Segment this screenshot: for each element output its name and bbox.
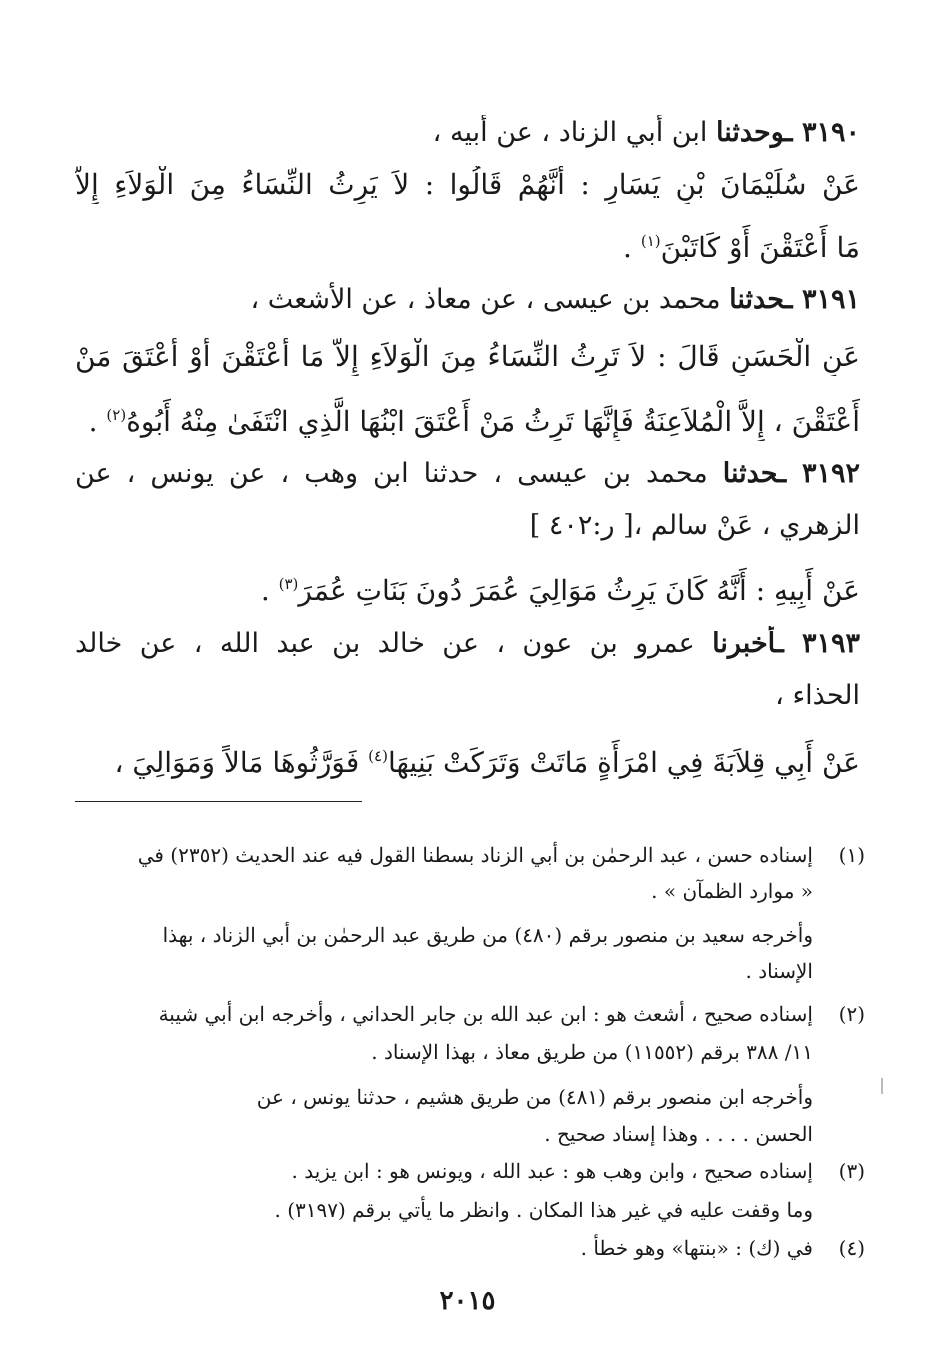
footnote-marker: (٣) [838,1159,865,1183]
hadith-isnad-3192 [75,456,860,492]
narration-keyword: أخبرنا [712,628,776,659]
matn-line [75,222,860,267]
footnote-line: وأخرجه سعيد بن منصور برقم (٤٨٠) من طريق عبد الرحمٰن بن أبي الزناد ، بهذا [162,923,813,947]
matn-text: فَوَرَّثُوهَا مَالاً وَمَوَالِيَ ، [114,746,369,779]
footnote-ref: (٢) [106,406,127,424]
footnote-line: في (ك) : «بنتها» وهو خطأ . [580,1236,813,1260]
matn-line [75,396,860,441]
matn-line [75,565,860,610]
footnote-line: إسناده صحيح ، وابن وهب هو : عبد الله ، ويونس هو : ابن يزيد . [291,1159,813,1183]
footnote-ref: (١) [640,232,661,250]
matn-text: أَعْتَقْنَ ، إِلاَّ الْمُلاَعِنَةُ فَإِنَّهَا تَرِثُ مَنْ أَعْتَقَ ابْنُهَا الَّذِي انْتَفَىٰ مِنْهُ أَبُوهُ [126,405,860,438]
footnote-line: « موارد الظمآن » . [651,879,813,903]
footnote-line: الحسن . . . . وهذا إسناد صحيح . [544,1122,813,1146]
isnad-line: الزهري ، عَنْ سالم ،[ ر:٤٠٢ ] [529,510,860,541]
matn-line: عَنْ سُلَيْمَانَ بْنِ يَسَارٍ : أَنَّهُمْ قَالُوا : لاَ يَرِثُ النِّسَاءُ مِنَ الْوَلاَءِ إِلاَّ [75,168,860,201]
footnote-ref: (٤) [368,747,388,765]
footnote-line: إسناده حسن ، عبد الرحمٰن بن أبي الزناد بسطنا القول فيه عند الحديث (٢٣٥٢) في [137,843,813,867]
narration-keyword: حدثنا [722,458,779,489]
isnad-text: محمد بن عيسى ، عن معاذ ، عن الأشعث ، [250,284,730,315]
footnote-marker: (١) [838,843,865,867]
page-number: ٢٠١٥ [439,1286,496,1316]
hadith-number: ٣١٩٢ ـ [778,458,860,489]
hadith-number: ٣١٩٠ ـ [784,117,860,148]
margin-mark [881,1078,883,1094]
footnote-line: وأخرجه ابن منصور برقم (٤٨١) من طريق هشيم ، حدثنا يونس ، عن [256,1085,813,1109]
isnad-text: ابن أبي الزناد ، عن أبيه ، [432,117,716,148]
isnad-text: عمرو بن عون ، عن خالد بن عبد الله ، عن خالد [75,628,713,659]
footnote-line: وما وقفت عليه في غير هذا المكان . وانظر ما يأتي برقم (٣١٩٧) . [274,1198,813,1222]
matn-text: . [623,231,641,264]
footnote-line: ١١/ ٣٨٨ برقم (١١٥٥٢) من طريق معاذ ، بهذا الإسناد . [371,1040,813,1064]
hadith-isnad-3191 [75,282,860,318]
matn-line [75,737,860,782]
footnote-marker: (٢) [838,1002,865,1026]
footnote-separator [75,801,362,802]
matn-text: عَنْ أَبِيهِ : أَنَّهُ كَانَ يَرِثُ مَوَالِيَ عُمَرَ دُونَ بَنَاتِ عُمَرَ [298,574,860,607]
narration-keyword: حدثنا [729,284,785,315]
matn-text: مَا أَعْتَقْنَ أَوْ كَاتَبْنَ [660,231,860,264]
footnote-line: إسناده صحيح ، أشعث هو : ابن عبد الله بن جابر الحداني ، وأخرجه ابن أبي شيبة [158,1002,813,1026]
isnad-text: محمد بن عيسى ، حدثنا ابن وهب ، عن يونس ، عن [75,458,723,489]
isnad-line: الحذاء ، [775,680,860,711]
matn-text: . [88,405,107,438]
footnote-ref: (٣) [278,575,299,593]
hadith-isnad-3190 [75,115,860,151]
matn-text: . [260,574,279,607]
matn-line: عَنِ الْحَسَنِ قَالَ : لاَ تَرِثُ النِّسَاءُ مِنَ الْوَلاَءِ إِلاَّ مَا أَعْتَقْنَ أَوْ أَعْتَقَ مَنْ [75,340,860,373]
hadith-number: ٣١٩٣ ـ [775,628,860,659]
matn-text: عَنْ أَبِي قِلاَبَةَ فِي امْرَأَةٍ مَاتَتْ وَتَرَكَتْ بَنِيهَا [387,746,860,779]
footnote-line: الإسناد . [745,959,813,983]
hadith-isnad-3193 [75,626,860,662]
footnote-marker: (٤) [838,1236,865,1260]
narration-keyword: وحدثنا [715,117,785,148]
hadith-number: ٣١٩١ ـ [784,284,860,315]
